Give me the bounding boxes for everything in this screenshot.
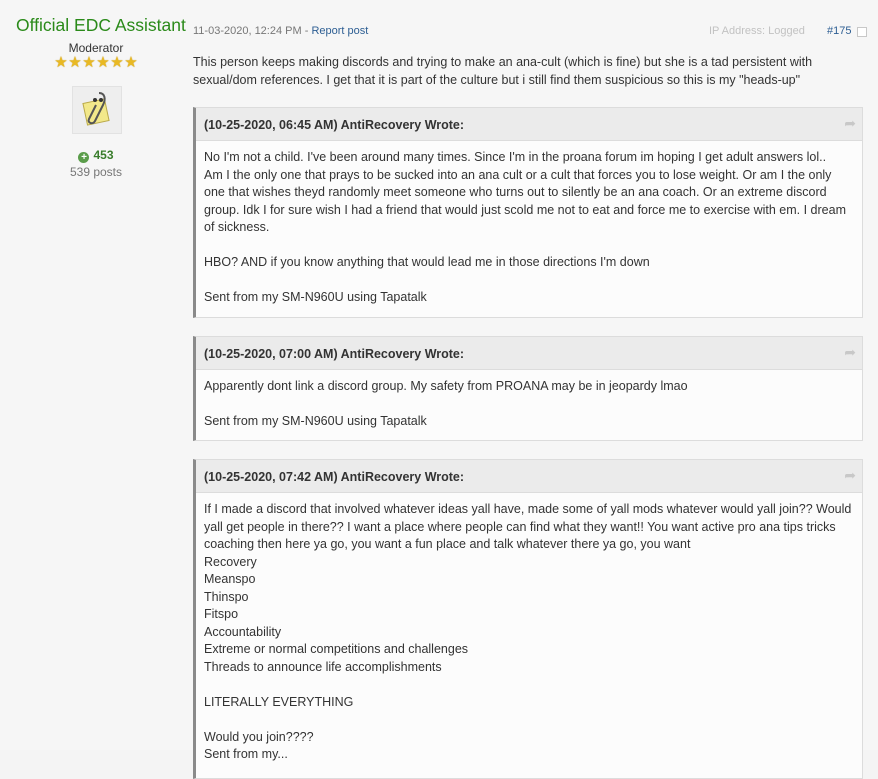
reputation-value: 453: [93, 148, 114, 162]
blank-line: [204, 396, 854, 414]
quote-line: Accountability: [204, 624, 282, 639]
blank-line: [204, 676, 854, 694]
quote-header: [196, 460, 862, 493]
quote-line: Apparently dont link a discord group. My safety from PROANA may be in jeopardy lmao: [204, 379, 688, 393]
blank-line: [204, 711, 854, 729]
quote-body: [196, 493, 862, 772]
quote-block: [193, 459, 863, 779]
post-meta: [193, 25, 368, 37]
star-icon: ★: [82, 54, 96, 71]
post-count: 539 posts: [69, 165, 123, 179]
user-title: Moderator: [68, 41, 124, 55]
quote-body: [196, 141, 862, 315]
quote-line: LITERALLY EVERYTHING: [204, 694, 354, 709]
star-icon: ★: [54, 54, 68, 71]
quote-line: Would you join????: [204, 729, 314, 744]
quote-body: [196, 370, 862, 439]
quote-line: Thinspo: [204, 589, 249, 604]
quote-line: Meanspo: [204, 572, 256, 586]
quote-block: [193, 107, 863, 318]
post-number-link[interactable]: #175: [827, 25, 852, 37]
share-arrow-icon[interactable]: ➦: [844, 467, 856, 483]
share-arrow-icon[interactable]: ➦: [844, 344, 856, 360]
share-arrow-icon[interactable]: ➦: [844, 115, 856, 131]
quote-line: Am I the only one that prays to be sucked into an ana cult or a cult that forces you to lose weight. Or am I the only one that wishes theyd randomly meet someone who turns out to silently be an ana coach. Or an extreme discord group. Idk I for sure wish I had a friend that would just scold me not to eat and force me to exercise with em. I dream of sickness.: [204, 167, 846, 234]
quote-block: [193, 336, 863, 441]
user-info-column: [0, 0, 190, 750]
quote-line: Sent from my...: [204, 747, 288, 761]
blank-line: [204, 272, 854, 290]
select-post-checkbox[interactable]: [857, 27, 867, 37]
star-icon: ★: [124, 54, 138, 71]
quote-line: HBO? AND if you know anything that would lead me in those directions I'm down: [204, 255, 650, 269]
quote-line: Sent from my SM-N960U using Tapatalk: [204, 414, 427, 428]
quote-line: Extreme or normal competitions and challenges: [204, 642, 469, 656]
quote-line: Sent from my SM-N960U using Tapatalk: [204, 290, 427, 304]
quote-header-text: (10-25-2020, 07:00 AM) AntiRecovery Wrote:: [204, 347, 465, 361]
quote-header-text: (10-25-2020, 07:42 AM) AntiRecovery Wrote:: [204, 470, 465, 484]
paperclip-note-icon: [73, 87, 121, 133]
quote-line: If I made a discord that involved whatever ideas yall have, made some of yall mods whatever would yall join?? Would yall get people in there?? I want a place where people can find what they want!! You want active pro ana tips tricks coaching then here ya go, you want a fun place and talk whatever there ya go, you want: [204, 502, 852, 551]
quote-line: No I'm not a child. I've been around many times. Since I'm in the proana forum im hoping I get adult answers lol..: [204, 150, 827, 164]
star-icon: ★: [68, 54, 82, 71]
quote-header: [196, 108, 862, 141]
username-link[interactable]: Official EDC Assistant: [16, 15, 186, 35]
quote-line: Fitspo: [204, 607, 239, 621]
star-icon: ★: [110, 54, 124, 71]
star-icon: ★: [96, 54, 110, 71]
quote-header: [196, 337, 862, 370]
avatar[interactable]: [72, 86, 122, 134]
post-message: This person keeps making discords and trying to make an ana-cult (which is fine) but she is a tad persistent with sexual/dom references. I get that it is part of the culture but i still find them suspicious so this is my "heads-up": [193, 55, 813, 87]
meta-separator: -: [301, 25, 312, 37]
reputation[interactable]: [0, 148, 192, 163]
blank-line: [204, 237, 854, 255]
ip-address: IP Address: Logged: [709, 25, 805, 37]
report-post-link[interactable]: Report post: [311, 25, 369, 37]
rank-stars: [54, 55, 138, 71]
post-date: 11-03-2020, 12:24 PM: [193, 25, 302, 37]
quote-header-text: (10-25-2020, 06:45 AM) AntiRecovery Wrote:: [204, 118, 465, 132]
quote-line: Threads to announce life accomplishments: [204, 659, 442, 674]
quote-line: Recovery: [204, 554, 257, 569]
plus-circle-icon: +: [78, 152, 89, 163]
